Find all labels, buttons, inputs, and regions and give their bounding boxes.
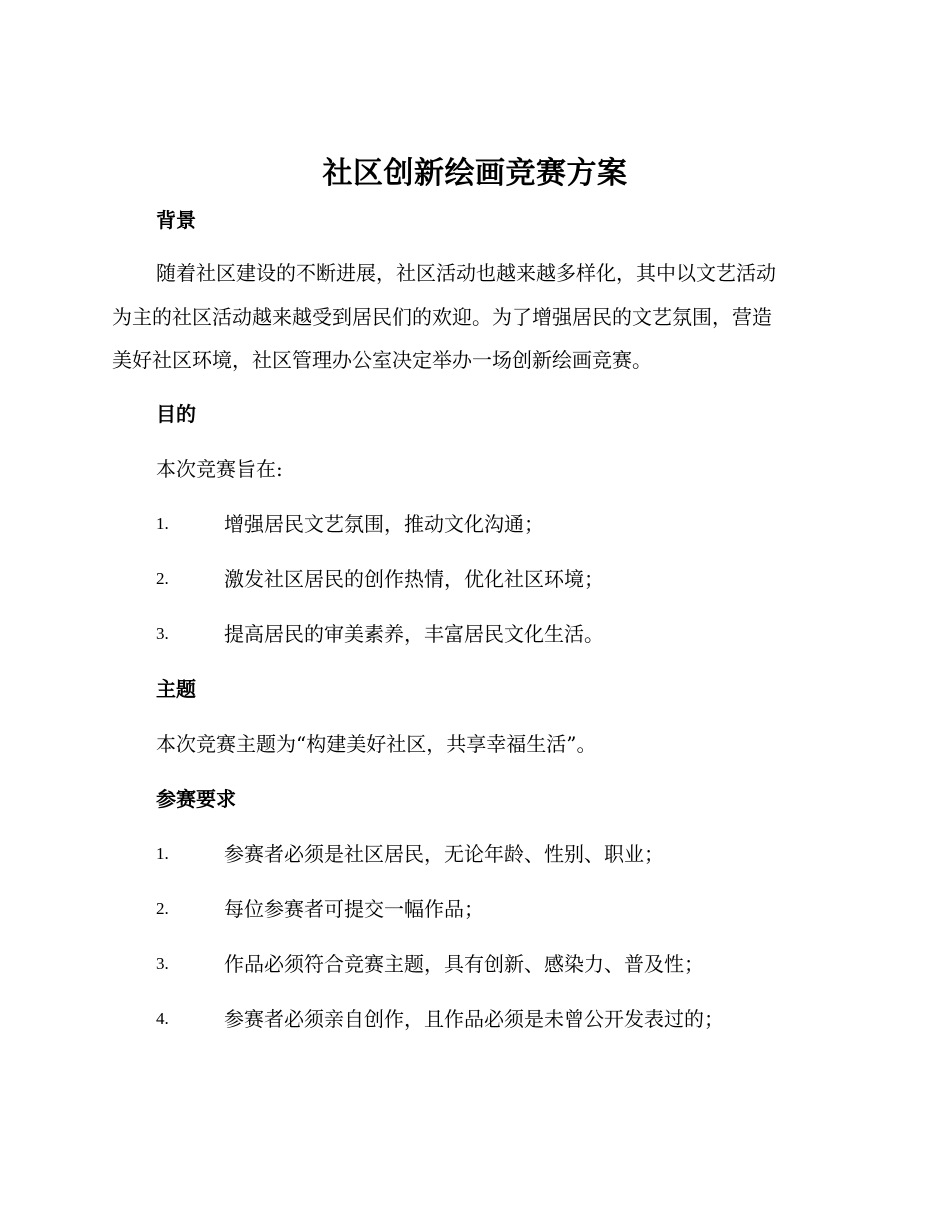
- section-heading-purpose: 目的: [156, 402, 196, 426]
- requirements-list-item: 每位参赛者可提交一幅作品；: [224, 897, 484, 921]
- purpose-intro: 本次竞赛旨在:: [156, 457, 283, 481]
- theme-text: 本次竞赛主题为“构建美好社区，共享幸福生活”。: [156, 732, 597, 756]
- section-heading-theme: 主题: [156, 677, 196, 701]
- list-number: 3.: [156, 954, 169, 973]
- list-number: 3.: [156, 624, 169, 643]
- document-title: 社区创新绘画竞赛方案: [322, 156, 628, 191]
- background-paragraph-line: 美好社区环境，社区管理办公室决定举办一场创新绘画竞赛。: [112, 348, 652, 372]
- requirements-list-item: 参赛者必须亲自创作，且作品必须是未曾公开发表过的；: [224, 1007, 724, 1031]
- list-number: 1.: [156, 844, 169, 863]
- purpose-list-item: 提高居民的审美素养，丰富居民文化生活。: [224, 622, 604, 646]
- requirements-list-item: 参赛者必须是社区居民，无论年龄、性别、职业；: [224, 842, 664, 866]
- background-paragraph-line: 随着社区建设的不断进展，社区活动也越来越多样化，其中以文艺活动: [156, 261, 776, 285]
- requirements-list-item: 作品必须符合竞赛主题，具有创新、感染力、普及性；: [224, 952, 704, 976]
- list-number: 2.: [156, 569, 169, 588]
- background-paragraph-line: 为主的社区活动越来越受到居民们的欢迎。为了增强居民的文艺氛围，营造: [112, 305, 772, 329]
- section-heading-requirements: 参赛要求: [156, 787, 236, 811]
- purpose-list-item: 增强居民文艺氛围，推动文化沟通；: [224, 512, 544, 536]
- list-number: 1.: [156, 514, 169, 533]
- list-number: 4.: [156, 1009, 169, 1028]
- purpose-list-item: 激发社区居民的创作热情，优化社区环境；: [224, 567, 604, 591]
- list-number: 2.: [156, 899, 169, 918]
- section-heading-background: 背景: [156, 208, 196, 232]
